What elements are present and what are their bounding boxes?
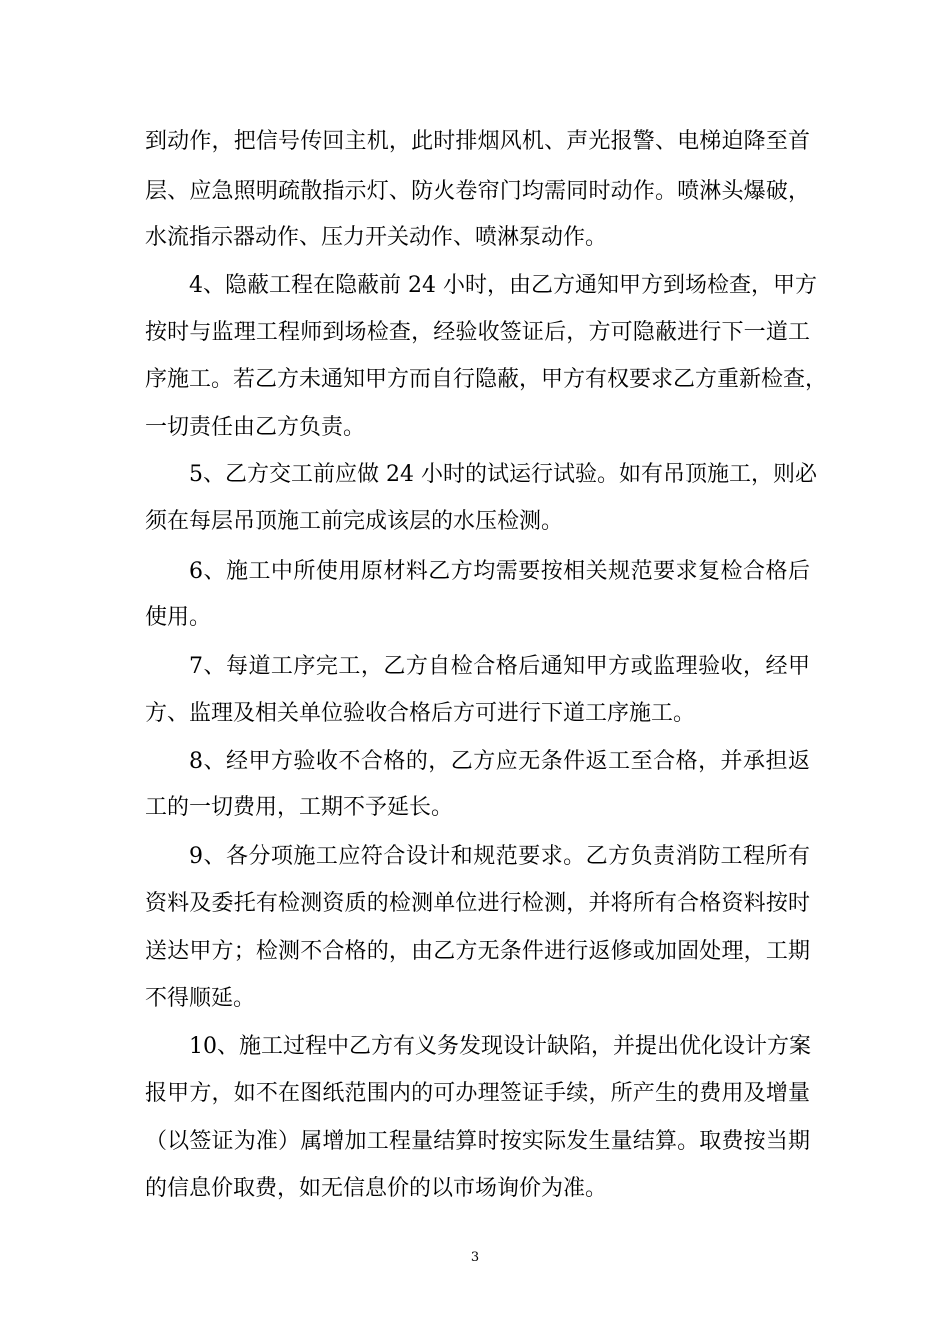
text-line: 7、每道工序完工，乙方自检合格后通知甲方或监理验收，经甲 bbox=[189, 654, 810, 679]
page-number: 3 bbox=[470, 1250, 480, 1265]
text-line: 到动作，把信号传回主机，此时排烟风机、声光报警、电梯迫降至首 bbox=[145, 129, 810, 154]
text-line: 10、施工过程中乙方有义务发现设计缺陷，并提出优化设计方案 bbox=[189, 1034, 811, 1059]
text-line: 方、监理及相关单位验收合格后方可进行下道工序施工。 bbox=[145, 701, 696, 726]
text-line: 9、各分项施工应符合设计和规范要求。乙方负责消防工程所有 bbox=[189, 844, 810, 869]
text-line: 按时与监理工程师到场检查，经验收签证后，方可隐蔽进行下一道工 bbox=[145, 320, 810, 345]
text-line: 使用。 bbox=[145, 605, 212, 630]
text-line: 序施工。若乙方未通知甲方而自行隐蔽，甲方有权要求乙方重新检查， bbox=[145, 367, 828, 392]
text-line: 4、隐蔽工程在隐蔽前 24 小时，由乙方通知甲方到场检查，甲方 bbox=[189, 273, 817, 298]
text-line: 一切责任由乙方负责。 bbox=[145, 415, 366, 440]
text-line: 层、应急照明疏散指示灯、防火卷帘门均需同时动作。喷淋头爆破， bbox=[145, 179, 810, 204]
text-line: 送达甲方；检测不合格的，由乙方无条件进行返修或加固处理，工期 bbox=[145, 939, 810, 964]
text-line: 水流指示器动作、压力开关动作、喷淋泵动作。 bbox=[145, 225, 608, 250]
text-line: 不得顺延。 bbox=[145, 986, 256, 1011]
text-line: 5、乙方交工前应做 24 小时的试运行试验。如有吊顶施工，则必 bbox=[189, 462, 817, 487]
text-line: 工的一切费用，工期不予延长。 bbox=[145, 795, 454, 820]
text-line: 报甲方，如不在图纸范围内的可办理签证手续，所产生的费用及增量 bbox=[145, 1081, 810, 1106]
text-line: 的信息价取费，如无信息价的以市场询价为准。 bbox=[145, 1176, 608, 1201]
text-line: 资料及委托有检测资质的检测单位进行检测，并将所有合格资料按时 bbox=[145, 891, 810, 916]
text-line: （以签证为准）属增加工程量结算时按实际发生量结算。取费按当期 bbox=[145, 1129, 810, 1154]
text-line: 须在每层吊顶施工前完成该层的水压检测。 bbox=[145, 509, 564, 534]
text-line: 8、经甲方验收不合格的，乙方应无条件返工至合格，并承担返 bbox=[189, 749, 810, 774]
text-line: 6、施工中所使用原材料乙方均需要按相关规范要求复检合格后 bbox=[189, 559, 810, 584]
